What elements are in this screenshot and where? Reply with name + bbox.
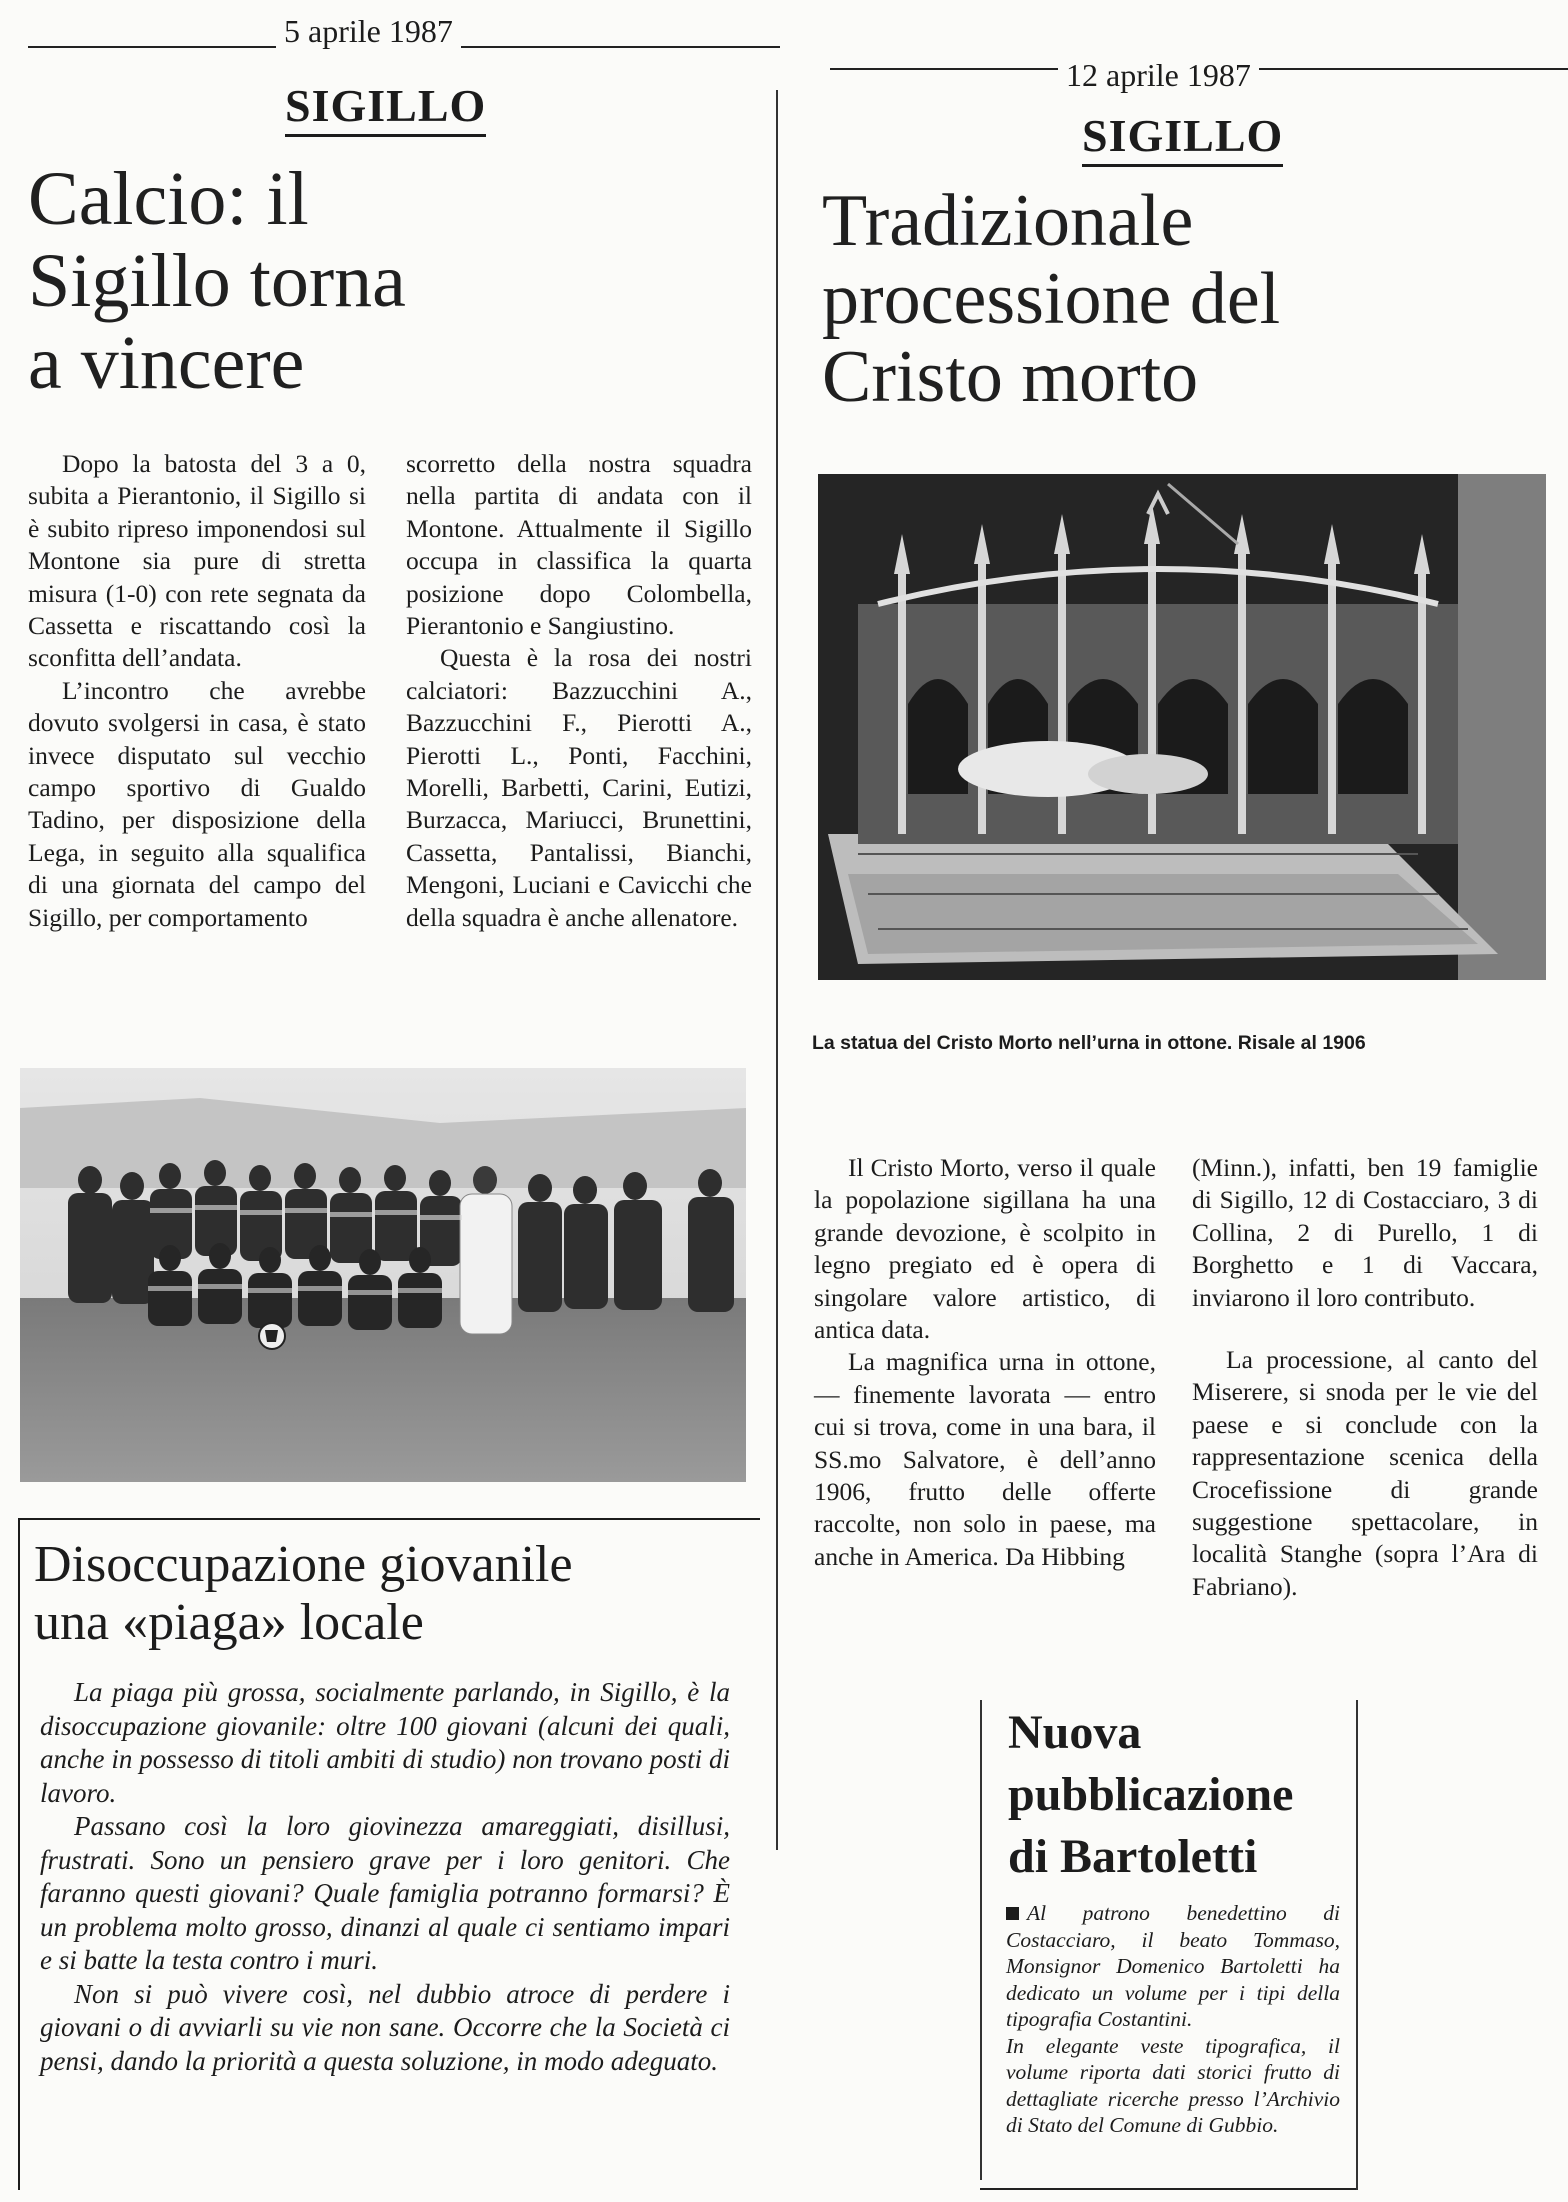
bullet-square-icon: [1006, 1907, 1019, 1920]
paragraph: (Minn.), infatti, ben 19 famiglie di Sigillo, 12 di Costacciaro, 3 di Collina, 2 di Purello, 1 di Borghetto e 1 di Vaccara, inviarono il loro contributo.: [1192, 1153, 1538, 1312]
date-left: 5 aprile 1987: [276, 12, 461, 50]
publication-body: [1006, 1900, 1340, 2139]
headline-line: di Bartoletti: [1008, 1830, 1258, 1883]
headline-line: Sigillo torna: [28, 239, 406, 323]
paragraph: L’incontro che avrebbe dovuto svolgersi in casa, è stato invece disputato sul vecchio campo sportivo di Gualdo Tadino, per disposizione della Lega, in seguito alla squalifica di una giornata del campo del Sigillo, per comportamento: [28, 675, 366, 932]
processione-column-1: [814, 1152, 1156, 1573]
headline-disoccupazione: [34, 1536, 573, 1652]
headline-line: Disoccupazione giovanile: [34, 1536, 573, 1593]
paragraph: scorretto della nostra squadra nella partita di andata con il Montone. Attualmente il Sigillo occupa in classifica la quarta posizione dopo Colombella, Pierantonio e Sangiustino.: [406, 449, 752, 641]
headline-line: Calcio: il: [28, 157, 309, 241]
headline-line: processione del: [822, 258, 1281, 340]
paragraph: La magnifica urna in ottone, — finemente lavorata — entro cui si trova, come in una bara, il SS.mo Salvatore, è dell’anno 1906, frutto delle offerte raccolte, non solo in paese, ma anche in America. Da Hibbing: [814, 1347, 1156, 1571]
paragraph: Questa è la rosa dei nostri calciatori: Bazzucchini A., Bazzucchini F., Pierotti A., Pierotti L., Ponti, Facchini, Morelli, Barbetti, Carini, Eutizi, Burzacca, Mariucci, Brunettini, Cassetta, Pantalissi, Bianchi, Mengoni, Luciani e Cavicchi che della squadra è anche allenatore.: [406, 643, 752, 932]
urn-photo: [818, 474, 1546, 980]
headline-line: Cristo morto: [822, 336, 1199, 418]
headline-line: a vincere: [28, 321, 305, 405]
paragraph: In elegante veste tipografica, il volume riporta dati storici frutto di dettagliate ricerche presso l’Archivio di Stato del Comune di Gubbio.: [1006, 2033, 1340, 2137]
paragraph: Il Cristo Morto, verso il quale la popolazione sigillana ha una grande devozione, è scolpito in legno pregiato ed è opera di singolare valore artistico, di antica data.: [814, 1153, 1156, 1345]
headline-line: pubblicazione: [1008, 1768, 1294, 1821]
calcio-column-1: [28, 448, 366, 934]
paragraph: Passano così la loro giovinezza amareggiati, disillusi, frustrati. Sono un pensiero grave per i loro genitori. Che faranno questi giovani? Quale famiglia potranno formarsi? È un problema molto grosso, dinanzi al quale ci sentiamo impari e si batte la testa contro i muri.: [40, 1811, 730, 1975]
headline-pubblicazione: [1008, 1702, 1293, 1888]
calcio-column-2: [406, 448, 752, 934]
headline-line: Nuova: [1008, 1706, 1142, 1759]
section-title-right: SIGILLO: [1082, 108, 1283, 167]
headline-line: Tradizionale: [822, 180, 1194, 262]
publication-box-right-rule: [1356, 1700, 1358, 2190]
unemployment-body: [40, 1676, 730, 2078]
publication-box-left-rule: [980, 1700, 982, 2180]
paragraph-text: Al patrono benedettino di Costacciaro, il beato Tommaso, Monsignor Domenico Bartoletti ha dedicato un volume per i tipi della tipografia Costantini.: [1006, 1901, 1340, 2031]
team-photo: [20, 1068, 746, 1482]
clipping-divider: [776, 90, 778, 1850]
paragraph: Non si può vivere così, nel dubbio atroce di perdere i giovani o di avviarli su vie non sane. Occorre che la Società ci pensi, dando la priorità a questa soluzione, in modo adeguato.: [40, 1978, 730, 2076]
headline-line: una «piaga» locale: [34, 1594, 424, 1651]
headline-processione: [822, 182, 1280, 416]
paragraph: [1006, 1900, 1340, 2033]
paragraph: Dopo la batosta del 3 a 0, subita a Pierantonio, il Sigillo si è subito ripreso imponendosi sul Montone sia pure di stretta misura (1-0) con rete segnata da Cassetta e riscattando così la sconfitta dell’andata.: [28, 449, 366, 673]
paragraph: La processione, al canto del Miserere, si snoda per le vie del paese e si conclude con la rappresentazione scenica della Crocefissione di grande suggestione spettacolare, in località Stanghe (sopra l’Ara di Fabriano).: [1192, 1345, 1538, 1601]
urn-photo-caption: La statua del Cristo Morto nell’urna in ottone. Risale al 1906: [812, 1032, 1366, 1054]
paragraph: La piaga più grossa, socialmente parlando, in Sigillo, è la disoccupazione giovanile: oltre 100 giovani (alcuni dei quali, anche in possesso di titoli ambiti di studio) non trovano posti di lavoro.: [40, 1677, 730, 1808]
date-right: 12 aprile 1987: [1058, 56, 1259, 94]
headline-calcio: [28, 158, 406, 404]
publication-box-bottom-rule: [980, 2188, 1356, 2190]
processione-column-2: [1192, 1152, 1538, 1603]
section-title-left: SIGILLO: [285, 78, 486, 137]
